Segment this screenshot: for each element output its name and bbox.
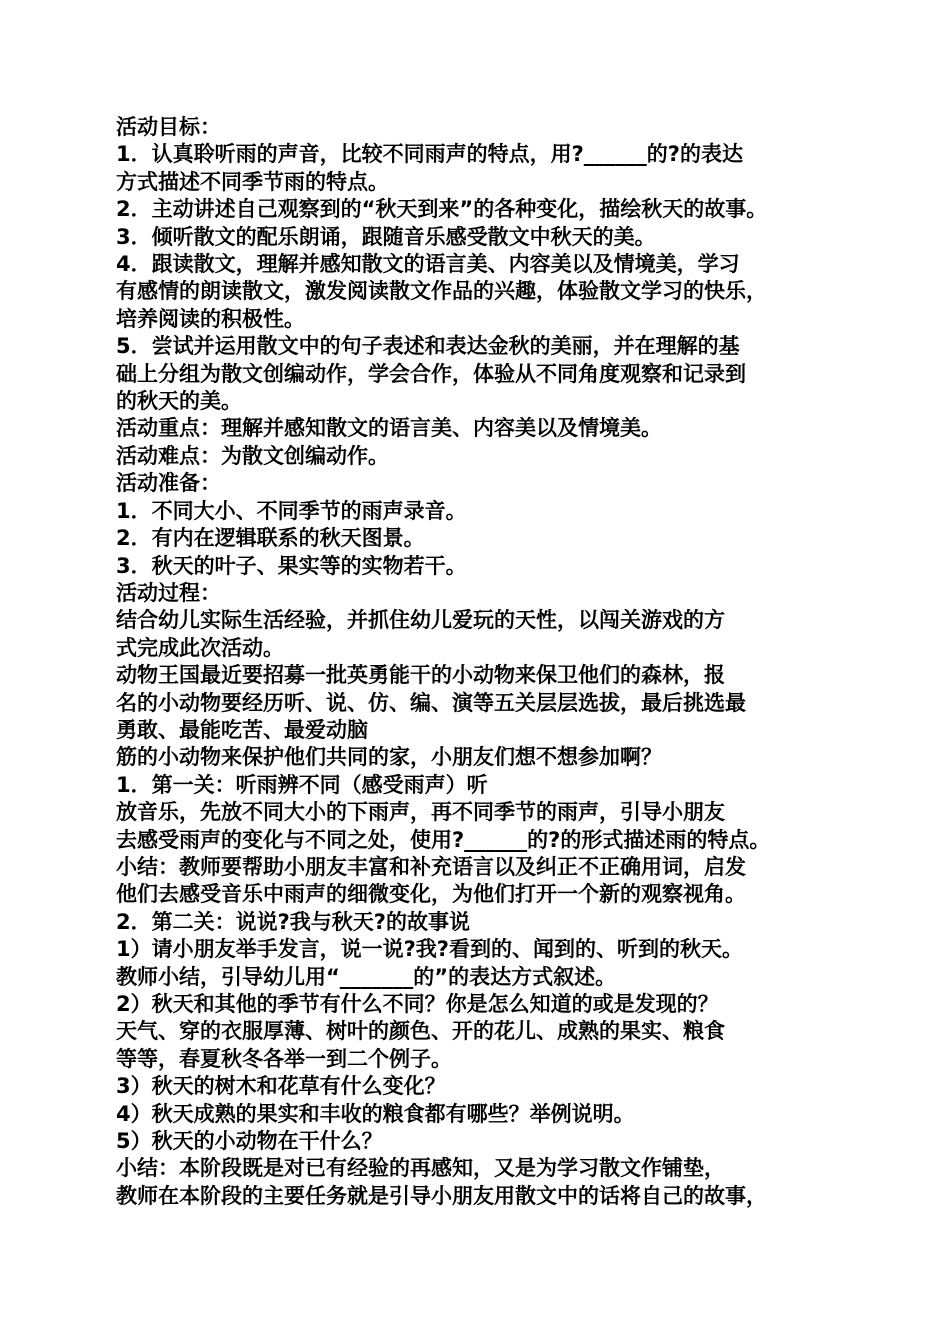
goal-4-line-3: 培养阅读的积极性。 xyxy=(116,306,305,331)
heading-activity-goals: 活动目标： xyxy=(116,115,221,139)
process-intro-line-1: 结合幼儿实际生活经验，并抓住幼儿爱玩的天性，以闯关游戏的方 xyxy=(116,608,725,633)
level-2-summary-line-1: 小结：本阶段既是对已有经验的再感知，又是为学习散文作铺垫， xyxy=(116,1156,725,1181)
goal-5-line-1: 5．尝试并运用散文中的句子表述和表达金秋的美丽，并在理解的基 xyxy=(116,334,740,359)
level-1-summary-line-1: 小结：教师要帮助小朋友丰富和补充语言以及纠正不正确用词，启发 xyxy=(116,854,746,879)
level-2-teacher-summary: 教师小结，引导幼儿用“_______的”的表达方式叙述。 xyxy=(116,964,617,989)
heading-preparation: 活动准备： xyxy=(116,471,221,496)
level-2-item-4: 4）秋天成熟的果实和丰收的粮食都有哪些？举例说明。 xyxy=(116,1101,635,1126)
level-2-item-2: 2）秋天和其他的季节有什么不同？你是怎么知道的或是发现的？ xyxy=(116,992,719,1016)
difficult-point: 活动难点：为散文创编动作。 xyxy=(116,443,389,468)
story-line-4: 筋的小动物来保护他们共同的家，小朋友们想不想参加啊？ xyxy=(116,745,662,770)
key-point: 活动重点：理解并感知散文的语言美、内容美以及情境美。 xyxy=(116,416,662,441)
prep-1: 1．不同大小、不同季节的雨声录音。 xyxy=(116,498,467,523)
level-2-item-1: 1）请小朋友举手发言，说一说?我?看到的、闻到的、听到的秋天。 xyxy=(116,937,743,962)
level-1-body-line-1: 放音乐，先放不同大小的下雨声，再不同季节的雨声，引导小朋友 xyxy=(116,800,725,825)
story-line-2: 名的小动物要经历听、说、仿、编、演等五关层层选拔，最后挑选最 xyxy=(116,690,746,715)
level-2-item-2-detail-line-1: 天气、穿的衣服厚薄、树叶的颜色、开的花儿、成熟的果实、粮食 xyxy=(116,1019,725,1044)
story-line-1: 动物王国最近要招募一批英勇能干的小动物来保卫他们的森林，报 xyxy=(116,663,725,688)
goal-5-line-2: 础上分组为散文创编动作，学会合作，体验从不同角度观察和记录到 xyxy=(116,361,746,386)
level-1-title: 1．第一关：听雨辨不同（感受雨声）听 xyxy=(116,772,488,797)
level-1-summary-line-2: 他们去感受音乐中雨声的细微变化，为他们打开一个新的观察视角。 xyxy=(116,882,746,907)
goal-3: 3．倾听散文的配乐朗诵，跟随音乐感受散文中秋天的美。 xyxy=(116,224,656,249)
goal-4-line-2: 有感情的朗读散文，激发阅读散文作品的兴趣，体验散文学习的快乐， xyxy=(116,279,767,304)
goal-4-line-1: 4．跟读散文，理解并感知散文的语言美、内容美以及情境美，学习 xyxy=(116,252,740,277)
level-2-item-2-detail-line-2: 等等，春夏秋冬各举一到二个例子。 xyxy=(116,1046,452,1071)
goal-5-line-3: 的秋天的美。 xyxy=(116,389,242,414)
prep-2: 2．有内在逻辑联系的秋天图景。 xyxy=(116,526,425,551)
goal-2: 2．主动讲述自己观察到的“秋天到来”的各种变化，描绘秋天的故事。 xyxy=(116,197,768,222)
level-2-title: 2．第二关：说说?我与秋天?的故事说 xyxy=(116,909,470,934)
level-1-body-line-2: 去感受雨声的变化与不同之处，使用?______的?的形式描述雨的特点。 xyxy=(116,827,771,852)
heading-process: 活动过程： xyxy=(116,580,221,605)
level-2-item-5: 5）秋天的小动物在干什么？ xyxy=(116,1129,383,1154)
process-intro-line-2: 式完成此次活动。 xyxy=(116,635,284,660)
goal-1-line-1: 1．认真聆听雨的声音，比较不同雨声的特点，用?______的?的表达 xyxy=(116,142,743,167)
goal-1-line-2: 方式描述不同季节雨的特点。 xyxy=(116,169,389,194)
story-line-3: 勇敢、最能吃苦、最爱动脑 xyxy=(116,717,368,742)
prep-3: 3．秋天的叶子、果实等的实物若干。 xyxy=(116,553,467,578)
level-2-item-3: 3）秋天的树木和花草有什么变化？ xyxy=(116,1074,446,1099)
document-body xyxy=(116,114,846,1210)
level-2-summary-line-2: 教师在本阶段的主要任务就是引导小朋友用散文中的话将自己的故事， xyxy=(116,1183,767,1208)
